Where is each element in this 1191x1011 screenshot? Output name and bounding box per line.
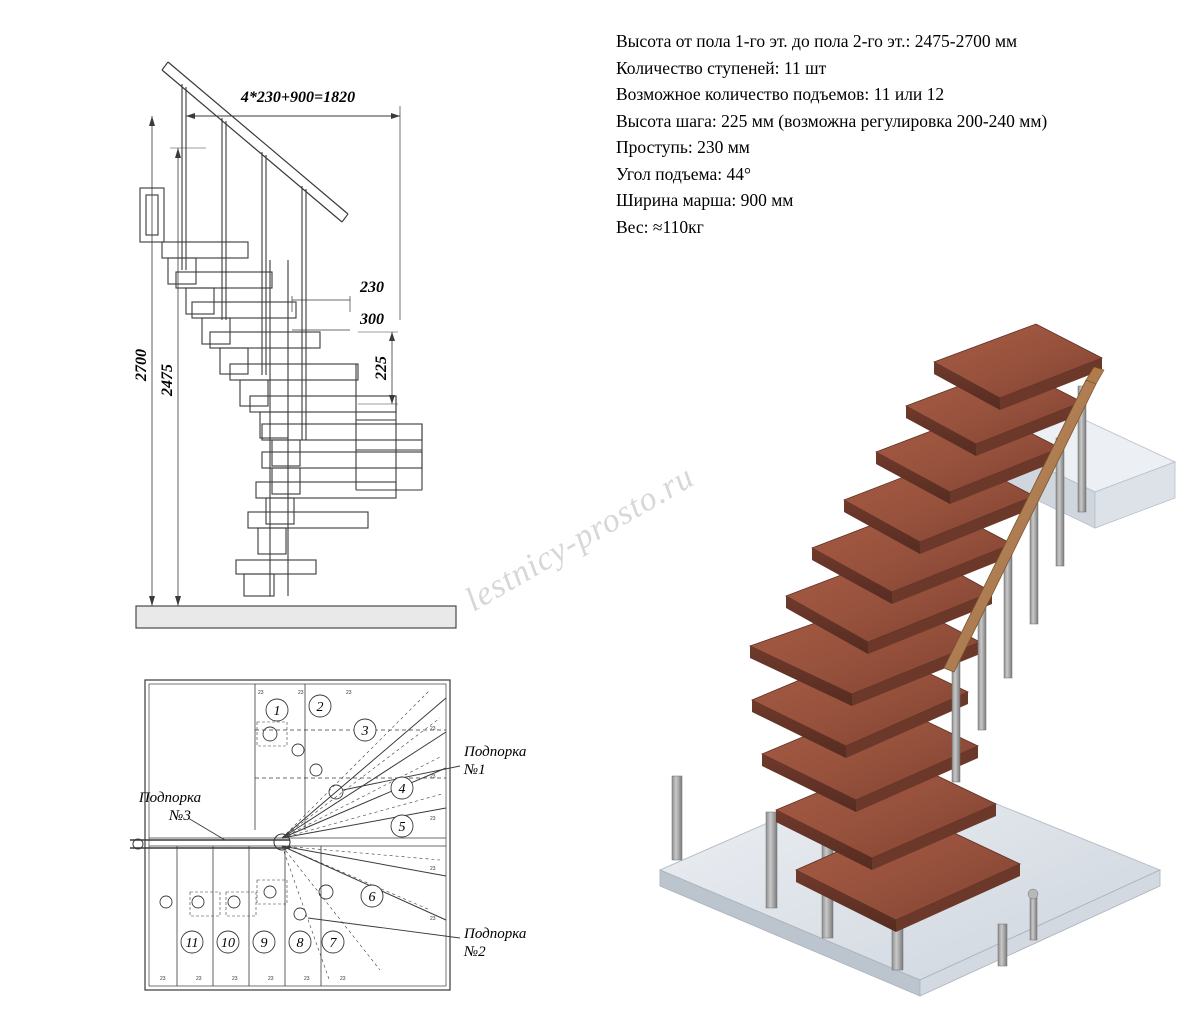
plan-tick-number: 23 [346, 690, 352, 696]
plan-tick-number: 23 [258, 690, 264, 696]
spec-line-step-count: Количество ступеней: 11 шт [616, 57, 827, 78]
plan-step-6: 6 [368, 890, 376, 905]
elevation-drawing [110, 20, 580, 650]
plan-tick-number: 23 [304, 976, 310, 982]
plan-step-10: 10 [221, 936, 235, 951]
stair-3d-render [600, 180, 1180, 1000]
plan-tick-number: 23 [298, 690, 304, 696]
plan-step-3: 3 [361, 724, 369, 739]
plan-step-2: 2 [316, 700, 324, 715]
plan-tick-number: 23 [232, 976, 238, 982]
plan-tick-number: 23 [430, 816, 436, 822]
plan-step-4: 4 [398, 782, 406, 797]
plan-tick-number: 23 [430, 774, 436, 780]
dim-floor-height: 2475 [159, 364, 176, 396]
plan-step-7: 7 [329, 936, 337, 951]
support-1-label-line2: №1 [464, 762, 486, 778]
plan-tick-number: 23 [430, 916, 436, 922]
plan-tick-number: 23 [430, 726, 436, 732]
plan-tick-number: 23 [268, 976, 274, 982]
plan-step-11: 11 [185, 936, 199, 951]
spec-line-angle: Угол подъема: 44° [616, 163, 752, 184]
support-2-label-line2: №2 [464, 944, 486, 960]
plan-tick-number: 23 [340, 976, 346, 982]
plan-step-8: 8 [296, 936, 304, 951]
dim-top-run: 4*230+900=1820 [240, 89, 356, 106]
dim-riser-block: 300 [360, 311, 384, 328]
support-3-label-line1: Подпорка [138, 790, 202, 806]
plan-tick-number: 23 [430, 866, 436, 872]
support-2-label-line1: Подпорка [464, 926, 527, 942]
dim-total-height: 2700 [133, 349, 150, 381]
dim-tread: 230 [360, 279, 384, 296]
spec-line-tread: Проступь: 230 мм [616, 137, 750, 157]
spec-line-step-height: Высота шага: 225 мм (возможна регулировка 200-240 мм) [616, 110, 1048, 131]
dim-step-height: 225 [373, 356, 390, 380]
spec-line-total-height: Высота от пола 1-го эт. до пола 2-го эт.: 2475-2700 мм [616, 31, 1018, 51]
watermark-text: lestnicy-prosto.ru [458, 458, 701, 619]
plan-tick-number: 23 [160, 976, 166, 982]
plan-tick-number: 23 [196, 976, 202, 982]
support-1-label-line1: Подпорка [464, 744, 527, 760]
plan-step-1: 1 [273, 704, 281, 719]
spec-line-rise-count: Возможное количество подъемов: 11 или 12 [616, 84, 945, 104]
plan-step-5: 5 [398, 820, 406, 835]
plan-drawing [130, 670, 590, 1000]
spec-line-width: Ширина марша: 900 мм [616, 190, 794, 210]
spec-line-weight: Вес: ≈110кг [616, 216, 704, 237]
plan-step-9: 9 [260, 936, 268, 951]
support-3-label-line2: №3 [169, 808, 191, 824]
